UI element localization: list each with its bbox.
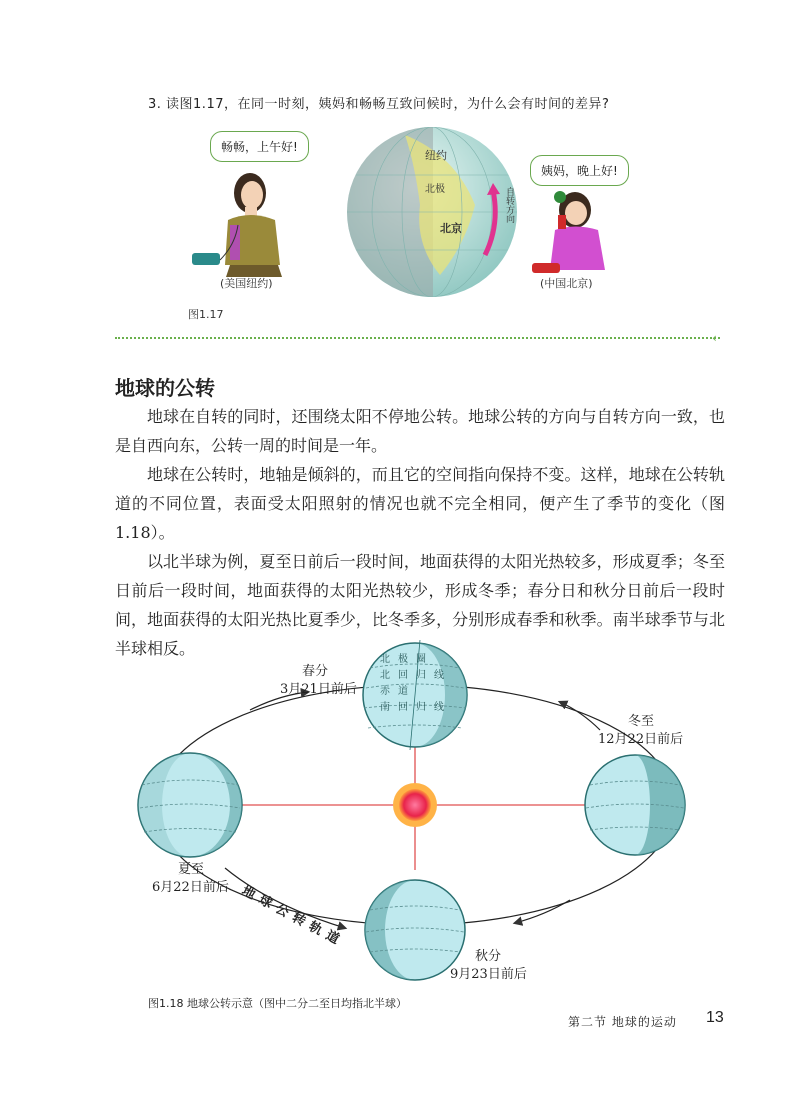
page-number: 13 [706, 1009, 724, 1026]
label-summer-name: 夏至 [178, 862, 205, 877]
section-divider [115, 337, 720, 339]
label-spring-date: 3月21日前后 [280, 682, 357, 697]
globe-label-northpole: 北极 [425, 184, 445, 195]
label-winter-name: 冬至 [628, 714, 655, 729]
speech-bubble-left: 畅畅，上午好! [210, 131, 309, 162]
figure-1-17-label: 图1.17 [188, 308, 224, 321]
caption-newyork: (美国纽约) [220, 277, 273, 290]
section-title: 地球的公转 [115, 376, 215, 400]
label-spring-name: 春分 [302, 664, 329, 679]
figure-1-17 [180, 125, 650, 300]
globe-label-rotation: 自转方向 [504, 187, 514, 223]
label-summer-date: 6月22日前后 [152, 880, 229, 895]
globe-label-newyork: 纽约 [425, 149, 447, 162]
question-3: 3. 读图1.17，在同一时刻，姨妈和畅畅互致问候时，为什么会有时间的差异? [148, 97, 610, 112]
label-autumn-name: 秋分 [475, 949, 502, 964]
paragraph-2: 地球在公转时，地轴是倾斜的，而且它的空间指向保持不变。这样，地球在公转轨道的不同位置，表面受太阳照射的情况也就不完全相同，便产生了季节的变化（图1.18）。 [115, 465, 725, 542]
globe-summer [138, 753, 242, 857]
caption-beijing: (中国北京) [540, 277, 593, 290]
sun-icon [393, 783, 437, 827]
paragraph-1: 地球在自转的同时，还围绕太阳不停地公转。地球公转的方向与自转方向一致，也是自西向东，公转一周的时间是一年。 [115, 407, 725, 455]
speech-bubble-right: 姨妈，晚上好! [530, 155, 629, 186]
divider-end-icon: ‹ [712, 331, 717, 345]
figure-1-18-caption: 图1.18 地球公转示意（图中二分二至日均指北半球） [148, 997, 407, 1010]
woman-phone-illustration [190, 165, 300, 280]
label-orbit: 地球公转轨道 [239, 883, 347, 951]
label-winter-date: 12月22日前后 [598, 732, 684, 747]
paragraph-3: 以北半球为例，夏至日前后一段时间，地面获得的太阳光热较多，形成夏季；冬至日前后一段时间，地面获得的太阳光热较少，形成冬季；春分日和秋分日前后一段时间，地面获得的太阳光热比夏季少，比冬季多，分别形成春季和秋季。南半球季节与北半球相反。 [115, 552, 725, 658]
globe-winter [585, 755, 685, 855]
footer-section: 第二节 地球的运动 [568, 1015, 677, 1029]
girl-phone-illustration [530, 185, 630, 280]
globe-lines-labels: 北极圈 北回归线 赤道 南回归线 [380, 654, 452, 713]
globe-label-beijing: 北京 [440, 222, 462, 235]
label-autumn-date: 9月23日前后 [450, 967, 527, 982]
